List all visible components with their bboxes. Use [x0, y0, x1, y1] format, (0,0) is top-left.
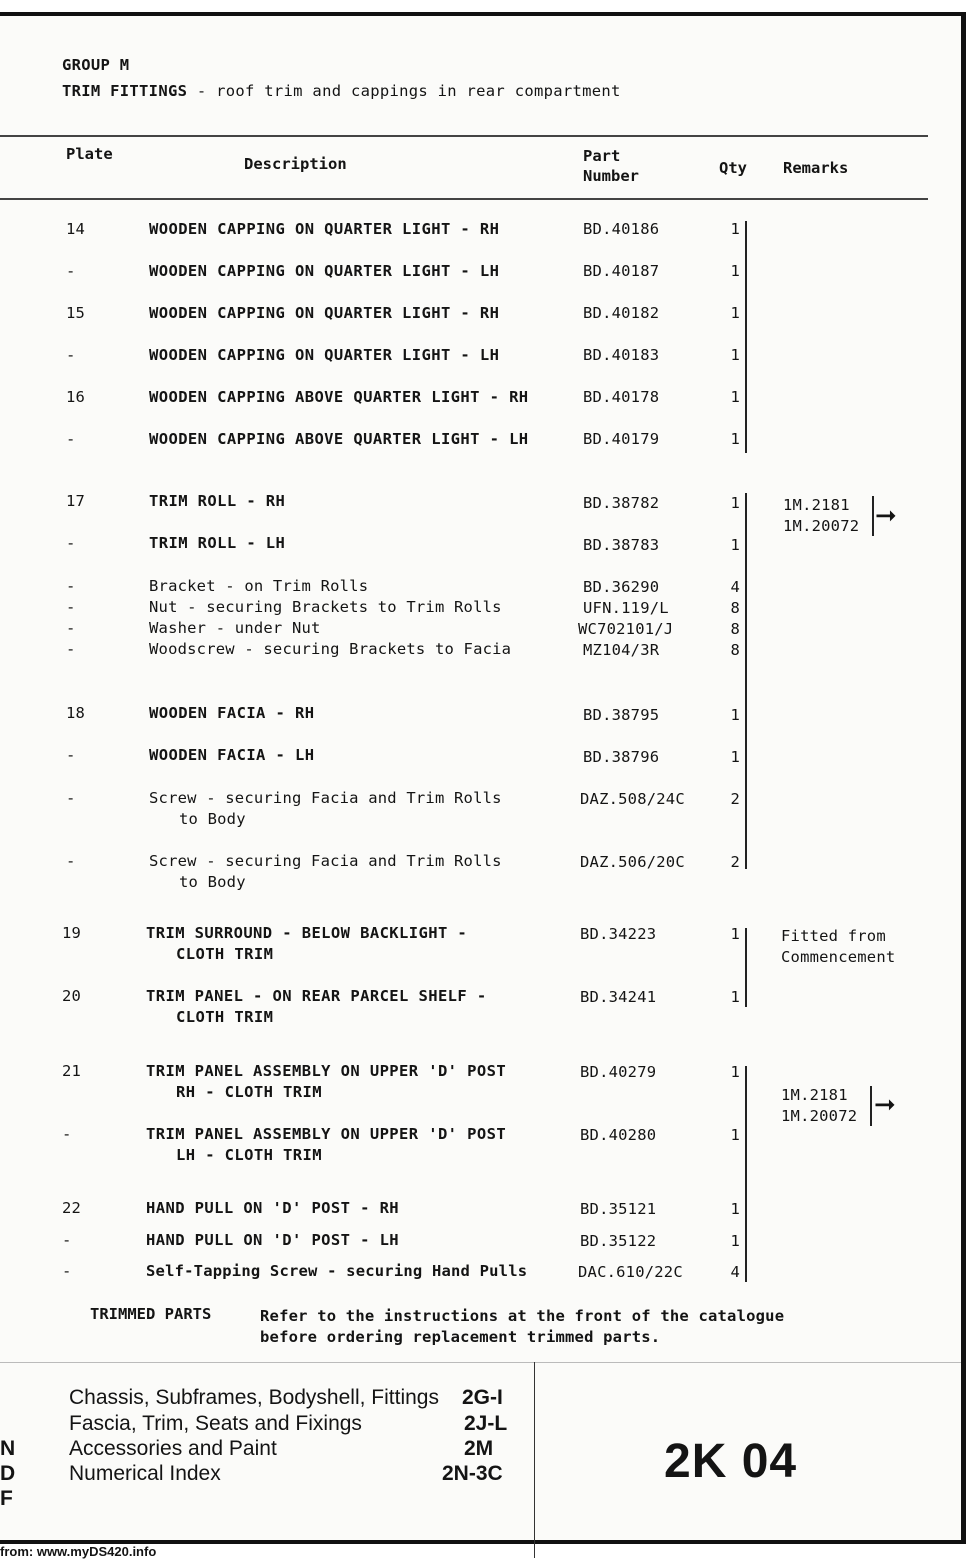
row-qty: 1: [730, 430, 740, 448]
row-part-number: BD.40279: [580, 1063, 657, 1081]
col-part-number: [583, 146, 639, 186]
edge-letter: F: [0, 1487, 13, 1510]
row-plate: -: [66, 789, 76, 807]
row-qty: 2: [730, 853, 740, 871]
row-qty: 8: [730, 599, 740, 617]
row-plate: -: [66, 619, 76, 637]
row-description-cont: RH - CLOTH TRIM: [176, 1083, 322, 1101]
row-plate: -: [62, 1262, 72, 1280]
row-part-number: BD.34223: [580, 925, 657, 943]
row-qty: 1: [730, 304, 740, 322]
row-description: WOODEN FACIA - LH: [149, 746, 315, 764]
row-plate: 17: [66, 492, 86, 510]
col-plate: Plate: [66, 145, 113, 163]
remark-bracket: [870, 1086, 872, 1126]
row-qty: 1: [730, 262, 740, 280]
footer-index-label: Fascia, Trim, Seats and Fixings: [69, 1412, 362, 1435]
qty-bracket: [745, 928, 747, 1007]
section-title-bold: TRIM FITTINGS: [62, 82, 188, 100]
row-plate: -: [66, 852, 76, 870]
row-plate: 20: [62, 987, 82, 1005]
row-qty: 1: [730, 925, 740, 943]
row-part-number: BD.40179: [583, 430, 660, 448]
remark-serial-to: 1M.20072: [783, 517, 860, 535]
remark-serial-to: 1M.20072: [781, 1107, 858, 1125]
row-description: HAND PULL ON 'D' POST - RH: [146, 1199, 400, 1217]
row-part-number: BD.40182: [583, 304, 660, 322]
qty-bracket: [745, 1066, 747, 1282]
row-qty: 1: [730, 536, 740, 554]
note-line2: before ordering replacement trimmed parts.: [260, 1328, 661, 1346]
footer-index-code: 2G-I: [462, 1386, 503, 1409]
row-part-number: BD.35121: [580, 1200, 657, 1218]
footer-divider: [0, 1362, 961, 1363]
qty-bracket: [745, 221, 747, 453]
row-description-cont: to Body: [179, 810, 246, 828]
row-qty: 1: [730, 1126, 740, 1144]
row-part-number: BD.38783: [583, 536, 660, 554]
remark-serial-from: 1M.2181: [783, 496, 850, 514]
row-part-number: DAC.610/22C: [578, 1263, 683, 1281]
row-part-number: BD.38796: [583, 748, 660, 766]
row-plate: -: [62, 1231, 72, 1249]
row-description: WOODEN CAPPING ABOVE QUARTER LIGHT - LH: [149, 430, 529, 448]
row-description-cont: CLOTH TRIM: [176, 945, 274, 963]
section-title: [62, 82, 621, 100]
row-description: Screw - securing Facia and Trim Rolls: [149, 789, 502, 807]
row-part-number: BD.40187: [583, 262, 660, 280]
catalogue-page: [0, 12, 966, 1544]
row-qty: 1: [730, 706, 740, 724]
row-description: WOODEN CAPPING ON QUARTER LIGHT - RH: [149, 304, 500, 322]
row-part-number: BD.40186: [583, 220, 660, 238]
note-label: TRIMMED PARTS: [90, 1305, 212, 1323]
remark-commencement: Commencement: [781, 948, 896, 966]
row-plate: -: [62, 1125, 72, 1143]
row-plate: 14: [66, 220, 86, 238]
row-qty: 1: [730, 494, 740, 512]
group-heading: GROUP M: [62, 56, 130, 74]
row-description: Bracket - on Trim Rolls: [149, 577, 369, 595]
row-part-number: WC702101/J: [578, 620, 674, 638]
edge-letter: D: [0, 1462, 16, 1485]
row-plate: -: [66, 262, 76, 280]
row-description: WOODEN CAPPING ABOVE QUARTER LIGHT - RH: [149, 388, 529, 406]
row-part-number: DAZ.506/20C: [580, 853, 685, 871]
row-description: WOODEN CAPPING ON QUARTER LIGHT - LH: [149, 262, 500, 280]
row-qty: 1: [730, 346, 740, 364]
col-part-line1: Part: [583, 147, 621, 165]
note-line1: Refer to the instructions at the front of the catalogue: [260, 1307, 785, 1325]
row-plate: -: [66, 598, 76, 616]
row-qty: 8: [730, 641, 740, 659]
footer-index-code: 2N-3C: [442, 1462, 503, 1485]
row-part-number: BD.40178: [583, 388, 660, 406]
page-code: 2K 04: [664, 1435, 798, 1488]
row-description: Nut - securing Brackets to Trim Rolls: [149, 598, 502, 616]
row-qty: 1: [730, 1232, 740, 1250]
row-part-number: BD.40280: [580, 1126, 657, 1144]
header-rule-bottom: [0, 198, 928, 200]
row-qty: 4: [730, 1263, 740, 1281]
footer-index-label: Chassis, Subframes, Bodyshell, Fittings: [69, 1386, 439, 1409]
row-part-number: BD.35122: [580, 1232, 657, 1250]
remark-fitted: Fitted from: [781, 927, 886, 945]
row-description: HAND PULL ON 'D' POST - LH: [146, 1231, 400, 1249]
source-credit: from: www.myDS420.info: [0, 1544, 157, 1559]
row-plate: -: [66, 746, 76, 764]
row-description: TRIM PANEL ASSEMBLY ON UPPER 'D' POST: [146, 1125, 507, 1143]
row-plate: 21: [62, 1062, 82, 1080]
col-qty: Qty: [719, 159, 747, 177]
row-part-number: MZ104/3R: [583, 641, 660, 659]
row-part-number: BD.36290: [583, 578, 660, 596]
row-description: Washer - under Nut: [149, 619, 321, 637]
footer-index-code: 2J-L: [464, 1412, 508, 1435]
row-qty: 1: [730, 988, 740, 1006]
footer-vertical-divider: [534, 1362, 535, 1558]
col-remarks: Remarks: [783, 159, 849, 177]
row-plate: 18: [66, 704, 86, 722]
row-description: TRIM ROLL - LH: [149, 534, 286, 552]
remark-serial-from: 1M.2181: [781, 1086, 848, 1104]
footer-index-label: Numerical Index: [69, 1462, 221, 1485]
row-description: TRIM ROLL - RH: [149, 492, 286, 510]
row-plate: -: [66, 346, 76, 364]
row-description: TRIM SURROUND - BELOW BACKLIGHT -: [146, 924, 468, 942]
row-qty: 2: [730, 790, 740, 808]
row-description-cont: CLOTH TRIM: [176, 1008, 274, 1026]
row-part-number: UFN.119/L: [583, 599, 669, 617]
row-plate: 16: [66, 388, 86, 406]
row-qty: 1: [730, 1063, 740, 1081]
row-description: WOODEN CAPPING ON QUARTER LIGHT - LH: [149, 346, 500, 364]
row-plate: -: [66, 640, 76, 658]
arrow-right-icon: ➞: [875, 501, 897, 531]
row-part-number: BD.38782: [583, 494, 660, 512]
row-description: TRIM PANEL - ON REAR PARCEL SHELF -: [146, 987, 487, 1005]
row-part-number: BD.34241: [580, 988, 657, 1006]
row-qty: 8: [730, 620, 740, 638]
row-description: Woodscrew - securing Brackets to Facia: [149, 640, 512, 658]
arrow-right-icon: ➞: [874, 1090, 896, 1120]
header-rule-top: [0, 135, 928, 137]
row-description: TRIM PANEL ASSEMBLY ON UPPER 'D' POST: [146, 1062, 507, 1080]
row-description: WOODEN FACIA - RH: [149, 704, 315, 722]
row-qty: 1: [730, 748, 740, 766]
row-qty: 1: [730, 1200, 740, 1218]
row-plate: -: [66, 430, 76, 448]
row-plate: -: [66, 534, 76, 552]
row-plate: 19: [62, 924, 82, 942]
footer-index-label: Accessories and Paint: [69, 1437, 277, 1460]
row-qty: 1: [730, 220, 740, 238]
footer-index-code: 2M: [464, 1437, 494, 1460]
row-plate: 15: [66, 304, 86, 322]
row-description: Self-Tapping Screw - securing Hand Pulls: [146, 1262, 528, 1280]
row-description: WOODEN CAPPING ON QUARTER LIGHT - RH: [149, 220, 500, 238]
edge-letter: N: [0, 1437, 16, 1460]
col-part-line2: Number: [583, 167, 639, 185]
row-part-number: DAZ.508/24C: [580, 790, 685, 808]
row-plate: 22: [62, 1199, 82, 1217]
row-part-number: BD.40183: [583, 346, 660, 364]
row-description-cont: LH - CLOTH TRIM: [176, 1146, 322, 1164]
qty-bracket: [745, 493, 747, 869]
row-part-number: BD.38795: [583, 706, 660, 724]
row-qty: 1: [730, 388, 740, 406]
row-description: Screw - securing Facia and Trim Rolls: [149, 852, 502, 870]
row-qty: 4: [730, 578, 740, 596]
section-title-rest: - roof trim and cappings in rear compartment: [187, 82, 621, 100]
col-description: Description: [244, 155, 347, 173]
row-description-cont: to Body: [179, 873, 246, 891]
row-plate: -: [66, 577, 76, 595]
remark-bracket: [872, 496, 874, 536]
